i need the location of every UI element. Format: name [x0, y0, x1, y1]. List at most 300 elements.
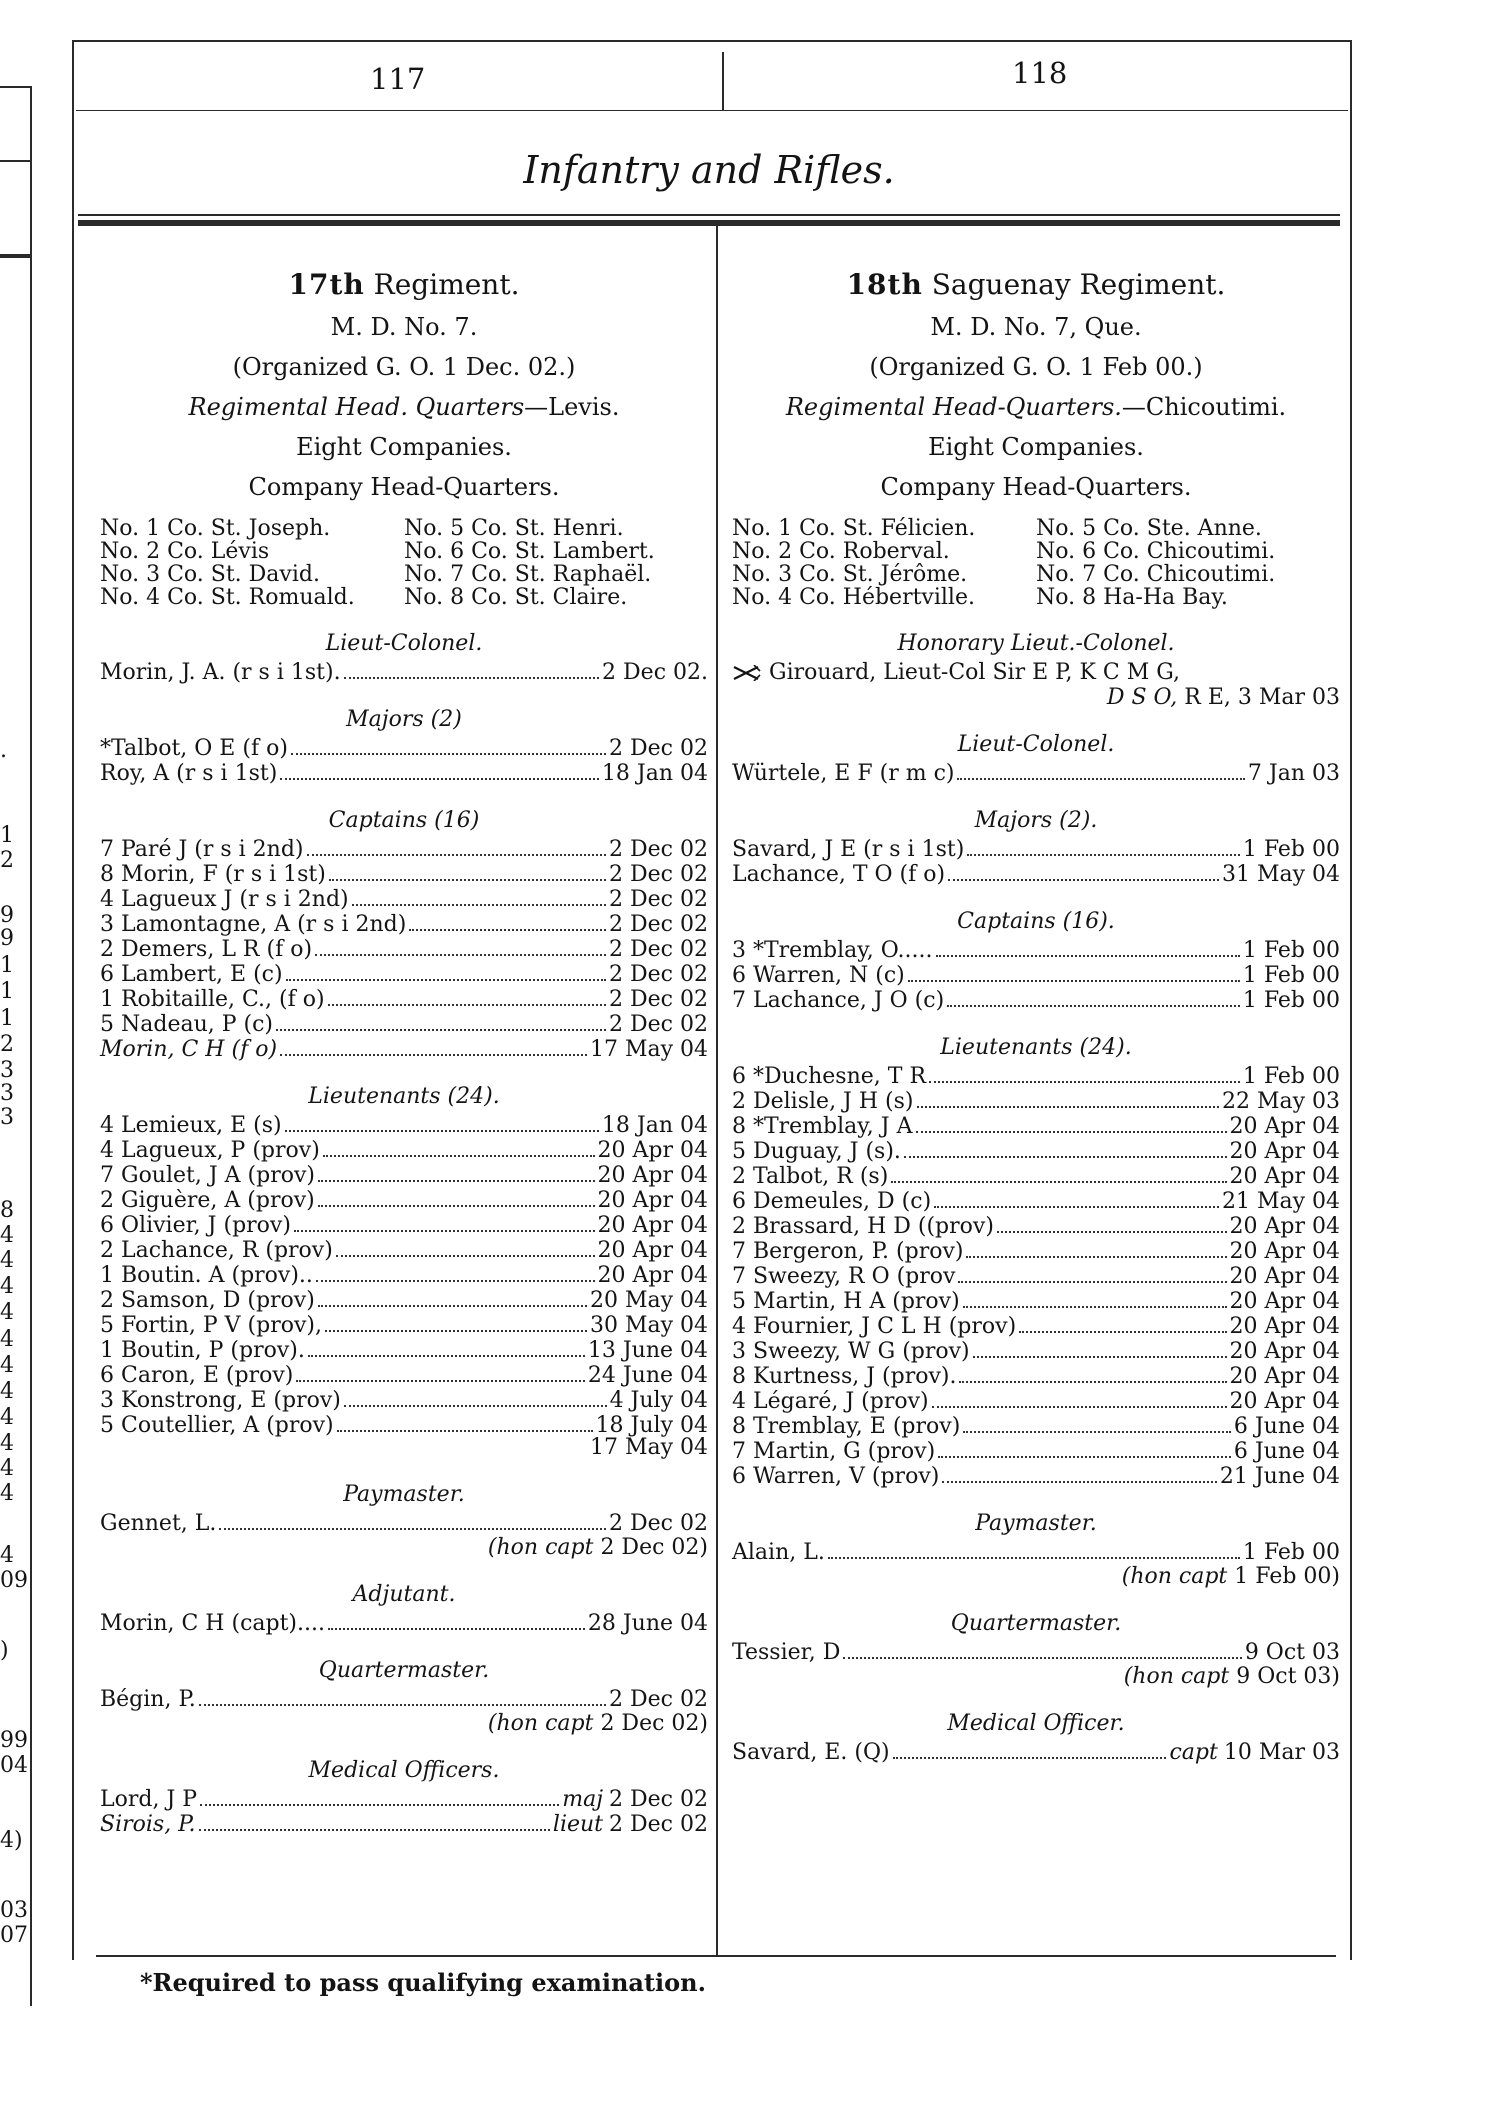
- roster-entry: [100, 1238, 708, 1263]
- dot-leader: [336, 1255, 595, 1257]
- frame-top-rule: [72, 40, 1352, 42]
- company-entry: No. 8 Ha-Ha Bay.: [1036, 585, 1228, 610]
- dot-leader: [957, 778, 1244, 780]
- quartermaster-heading: Quartermaster.: [950, 1611, 1122, 1636]
- dot-leader: [942, 1481, 1217, 1483]
- dot-leader: [344, 1405, 607, 1407]
- honorary-lieut-colonel-entry: [732, 660, 1340, 710]
- margin-fragment: 2: [0, 1032, 14, 1057]
- margin-fragment: 4: [0, 1431, 14, 1456]
- commission-date: 20 Apr 04: [1229, 1239, 1340, 1264]
- officer-name: Morin, C H (capt)....: [100, 1611, 325, 1636]
- dot-leader: [280, 778, 599, 780]
- dot-leader: [307, 854, 607, 856]
- regiment-name: Regiment.: [373, 268, 520, 301]
- roster-entry: [100, 912, 708, 937]
- medical-officer-list: [732, 1740, 1340, 1765]
- dot-leader: [199, 1704, 606, 1706]
- dot-leader: [329, 879, 606, 881]
- lieutenants-heading: Lieutenants (24).: [940, 1035, 1132, 1060]
- commission-date: 6 June 04: [1233, 1414, 1340, 1439]
- company-entry: No. 6 Co. St. Lambert.: [404, 539, 655, 564]
- margin-fragment: 4: [0, 1223, 14, 1248]
- officer-name: 6 Caron, E (prov): [100, 1363, 294, 1388]
- officer-name: 6 Demeules, D (c): [732, 1189, 932, 1214]
- commission-date: 18 July 04: [595, 1413, 708, 1438]
- roster-entry: [732, 1414, 1340, 1439]
- honorary-rank-date: 1 Feb 00): [1227, 1564, 1340, 1589]
- lieutenants-extra-date: 17 May 04: [589, 1435, 708, 1460]
- honorary-rank-date: 2 Dec 02): [593, 1711, 708, 1736]
- roster-entry: [732, 1064, 1340, 1089]
- commission-date: 20 Apr 04: [1229, 1264, 1340, 1289]
- lieut-colonel-list: [100, 660, 708, 685]
- paymaster-heading: Paymaster.: [975, 1511, 1097, 1536]
- officer-name: 3 Konstrong, E (prov): [100, 1388, 341, 1413]
- roster-entry: [100, 1163, 708, 1188]
- roster-entry: [100, 660, 708, 685]
- officer-name: 2 Delisle, J H (s): [732, 1089, 914, 1114]
- dot-leader: [967, 854, 1240, 856]
- commission-date: 2 Dec 02: [609, 912, 708, 937]
- dot-leader: [323, 1155, 595, 1157]
- margin-fragment: 4: [0, 1300, 14, 1325]
- officer-name: 5 Fortin, P V (prov),: [100, 1313, 322, 1338]
- footnote: *Required to pass qualifying examination.: [140, 1968, 706, 1997]
- commission-date: 22 May 03: [1221, 1089, 1340, 1114]
- roster-entry: [732, 963, 1340, 988]
- dot-leader: [328, 1628, 585, 1630]
- margin-fragment: 3: [0, 1105, 14, 1130]
- commission-date: 20 Apr 04: [1229, 1289, 1340, 1314]
- previous-page-rule: [0, 86, 30, 88]
- margin-fragment: 99: [0, 1728, 28, 1753]
- dot-leader: [200, 1804, 559, 1806]
- roster-entry: [732, 1464, 1340, 1489]
- roster-entry: [732, 1189, 1340, 1214]
- officer-name: 1 Boutin, P (prov).: [100, 1338, 305, 1363]
- commission-date: 13 June 04: [587, 1338, 708, 1363]
- page-number-left: 117: [370, 62, 426, 96]
- honorary-name: Girouard, Lieut-Col Sir E P, K C M G,: [769, 660, 1181, 685]
- company-list: [100, 517, 708, 609]
- title-rule-thick: [78, 220, 1340, 226]
- honorary-rank-line: [100, 1712, 708, 1736]
- dot-leader: [997, 1231, 1227, 1233]
- margin-fragment: 9: [0, 903, 14, 928]
- dot-leader: [199, 1829, 550, 1831]
- margin-fragment: 4: [0, 1405, 14, 1430]
- commission-date: 20 Apr 04: [1229, 1139, 1340, 1164]
- roster-entry: [100, 1611, 708, 1636]
- honorary-rank-date: 9 Oct 03): [1229, 1664, 1340, 1689]
- dot-leader: [938, 1456, 1231, 1458]
- roster-entry: [100, 736, 708, 761]
- quartermaster-entry: [732, 1640, 1340, 1689]
- roster-entry: [100, 1037, 708, 1062]
- roster-entry: [732, 1139, 1340, 1164]
- quartermaster-heading: Quartermaster.: [318, 1658, 490, 1683]
- officer-rank: maj: [562, 1787, 604, 1812]
- commission-date: 2 Dec 02: [609, 887, 708, 912]
- header-rule: [76, 110, 1348, 111]
- majors-list: [732, 837, 1340, 887]
- officer-name: Sirois, P.: [100, 1812, 196, 1837]
- dot-leader: [344, 677, 599, 679]
- regiment-17-column: [100, 232, 708, 1837]
- dot-leader: [917, 1106, 1219, 1108]
- dot-leader: [276, 1029, 606, 1031]
- commission-date: 2 Dec 02: [609, 1687, 708, 1712]
- commission-date: 2 Dec 02: [609, 736, 708, 761]
- commission-date: 9 Oct 03: [1244, 1640, 1340, 1665]
- margin-fragment: 4: [0, 1327, 14, 1352]
- company-hq-heading: Company Head-Quarters.: [248, 473, 560, 501]
- majors-heading: Majors (2).: [974, 808, 1098, 833]
- regiment-18-column: [732, 232, 1340, 1765]
- roster-entry: [100, 1012, 708, 1037]
- officer-name: 5 Duguay, J (s).: [732, 1139, 901, 1164]
- military-district: M. D. No. 7.: [330, 313, 478, 341]
- lieutenants-list: [732, 1064, 1340, 1489]
- dot-leader: [948, 879, 1219, 881]
- commission-date: 4 July 04: [609, 1388, 708, 1413]
- dot-leader: [316, 1280, 595, 1282]
- company-list: [732, 517, 1340, 609]
- officer-name: 7 Goulet, J A (prov): [100, 1163, 315, 1188]
- officer-name: 5 Martin, H A (prov): [732, 1289, 960, 1314]
- dot-leader: [291, 753, 606, 755]
- commission-date: 2 Dec 02: [609, 837, 708, 862]
- roster-entry: [100, 1787, 708, 1812]
- commission-date: 2 Dec 02.: [602, 660, 708, 685]
- commission-date: 1 Feb 00: [1242, 988, 1340, 1013]
- roster-entry: [732, 1439, 1340, 1464]
- dot-leader: [973, 1356, 1227, 1358]
- roster-entry: [732, 938, 1340, 963]
- dot-leader: [318, 1205, 595, 1207]
- officer-name: Tessier, D: [732, 1640, 841, 1665]
- commission-date: 18 Jan 04: [601, 761, 708, 786]
- dot-leader: [936, 955, 1240, 957]
- commission-date: 7 Jan 03: [1247, 761, 1340, 786]
- roster-entry: [100, 837, 708, 862]
- company-entry: No. 2 Co. Roberval.: [732, 539, 950, 564]
- officer-name: Morin, J. A. (r s i 1st).: [100, 660, 341, 685]
- dot-leader: [325, 1330, 587, 1332]
- officer-name: 3 Lamontagne, A (r s i 2nd): [100, 912, 407, 937]
- officer-name: 2 Brassard, H D ((prov): [732, 1214, 994, 1239]
- commission-date: 24 June 04: [587, 1363, 708, 1388]
- officer-name: 6 *Duchesne, T R: [732, 1064, 927, 1089]
- dot-leader: [286, 979, 606, 981]
- roster-entry: [732, 837, 1340, 862]
- commission-date: 20 Apr 04: [1229, 1339, 1340, 1364]
- roster-entry: [732, 1364, 1340, 1389]
- captains-list: [732, 938, 1340, 1013]
- dot-leader: [963, 1306, 1227, 1308]
- commission-date: 20 Apr 04: [1229, 1389, 1340, 1414]
- commission-date: 20 Apr 04: [597, 1263, 708, 1288]
- captains-list: [100, 837, 708, 1062]
- officer-name: 7 Sweezy, R O (prov: [732, 1264, 956, 1289]
- commission-date: 20 May 04: [589, 1288, 708, 1313]
- company-entry: No. 1 Co. St. Félicien.: [732, 516, 976, 541]
- roster-entry: [100, 761, 708, 786]
- organized-line: (Organized G. O. 1 Dec. 02.): [232, 353, 576, 381]
- company-entry: No. 5 Co. Ste. Anne.: [1036, 516, 1262, 541]
- commission-date: 2 Dec 02: [609, 962, 708, 987]
- officer-name: Morin, C H (f o): [100, 1037, 278, 1062]
- commission-date: 10 Mar 03: [1223, 1740, 1340, 1765]
- dot-leader: [929, 1081, 1240, 1083]
- roster-entry: [100, 1263, 708, 1288]
- roster-entry: [100, 987, 708, 1012]
- officer-name: 4 Légaré, J (prov): [732, 1389, 929, 1414]
- commission-date: 1 Feb 00: [1242, 938, 1340, 963]
- dot-leader: [318, 1180, 595, 1182]
- honorary-rank-line: [732, 1565, 1340, 1589]
- roster-entry: [732, 1740, 1340, 1765]
- officer-name: Savard, J E (r s i 1st): [732, 837, 965, 862]
- officer-name: Lord, J P: [100, 1787, 198, 1812]
- company-entry: No. 5 Co. St. Henri.: [404, 516, 624, 541]
- companies-count: Eight Companies.: [296, 433, 512, 461]
- adjutant-heading: Adjutant.: [352, 1582, 456, 1607]
- roster-entry: [732, 1239, 1340, 1264]
- officer-name: *Talbot, O E (f o): [100, 736, 288, 761]
- officer-name: 8 Tremblay, E (prov): [732, 1414, 961, 1439]
- commission-date: 17 May 04: [589, 1037, 708, 1062]
- roster-entry: [100, 1313, 708, 1338]
- title-rule-thin: [78, 214, 1340, 216]
- roster-entry: [732, 1314, 1340, 1339]
- military-district: M. D. No. 7, Que.: [930, 313, 1142, 341]
- officer-name: 1 Boutin. A (prov)..: [100, 1263, 313, 1288]
- commission-date: 20 Apr 04: [597, 1163, 708, 1188]
- officer-name: Lachance, T O (f o): [732, 862, 946, 887]
- previous-page-edge: [30, 86, 32, 2006]
- margin-fragment: ): [0, 1638, 9, 1663]
- roster-entry: [732, 1540, 1340, 1565]
- dot-leader: [296, 1380, 584, 1382]
- medical-officer-heading: Medical Officer.: [947, 1711, 1125, 1736]
- dot-leader: [328, 1004, 606, 1006]
- dot-leader: [337, 1430, 593, 1432]
- officer-name: Roy, A (r s i 1st): [100, 761, 278, 786]
- honorary-lieut-colonel-heading: Honorary Lieut.-Colonel.: [897, 631, 1175, 656]
- officer-name: 8 Kurtness, J (prov).: [732, 1364, 957, 1389]
- officer-name: Alain, L.: [732, 1540, 825, 1565]
- officer-name: 3 *Tremblay, O.....: [732, 938, 933, 963]
- adjutant-entry: [100, 1611, 708, 1636]
- roster-entry: [100, 1687, 708, 1712]
- paymaster-entry: [732, 1540, 1340, 1589]
- margin-fragment: .: [0, 738, 7, 763]
- officer-name: 7 Lachance, J O (c): [732, 988, 945, 1013]
- dot-leader: [294, 1230, 595, 1232]
- dot-leader: [318, 1305, 587, 1307]
- officer-name: 3 Sweezy, W G (prov): [732, 1339, 970, 1364]
- roster-entry: [732, 988, 1340, 1013]
- commission-date: 20 Apr 04: [1229, 1114, 1340, 1139]
- roster-entry: [100, 862, 708, 887]
- regimental-hq: [100, 393, 708, 421]
- dot-leader: [916, 1131, 1227, 1133]
- paymaster-entry: [100, 1511, 708, 1560]
- commission-date: 20 Apr 04: [597, 1188, 708, 1213]
- company-hq-heading: Company Head-Quarters.: [880, 473, 1192, 501]
- company-entry: No. 6 Co. Chicoutimi.: [1036, 539, 1276, 564]
- margin-fragment: 4: [0, 1379, 14, 1404]
- officer-name: 4 Fournier, J C L H (prov): [732, 1314, 1017, 1339]
- dot-leader: [908, 980, 1240, 982]
- roster-entry: [732, 1214, 1340, 1239]
- officer-name: 8 *Tremblay, J A: [732, 1114, 913, 1139]
- officer-name: 2 Samson, D (prov): [100, 1288, 315, 1313]
- commission-date: 21 June 04: [1219, 1464, 1340, 1489]
- commission-date: 2 Dec 02: [609, 937, 708, 962]
- dot-leader: [409, 929, 606, 931]
- commission-date: 21 May 04: [1221, 1189, 1340, 1214]
- roster-entry: [100, 937, 708, 962]
- officer-name: 5 Coutellier, A (prov): [100, 1413, 334, 1438]
- previous-page-rule: [0, 254, 30, 258]
- dot-leader: [966, 1256, 1226, 1258]
- majors-heading: Majors (2): [346, 707, 462, 732]
- margin-fragment: 4: [0, 1274, 14, 1299]
- margin-fragment: 4: [0, 1248, 14, 1273]
- commission-date: 2 Dec 02: [609, 1511, 708, 1536]
- quartermaster-entry: [100, 1687, 708, 1736]
- dot-leader: [280, 1054, 587, 1056]
- dot-leader: [963, 1431, 1231, 1433]
- lieut-colonel-list: [732, 761, 1340, 786]
- commission-date: 1 Feb 00: [1242, 1064, 1340, 1089]
- hq-value: —Chicoutimi.: [1121, 393, 1287, 421]
- dot-leader: [308, 1355, 585, 1357]
- commission-date: 20 Apr 04: [1229, 1214, 1340, 1239]
- margin-fragment: 8: [0, 1198, 14, 1223]
- commission-date: 1 Feb 00: [1242, 837, 1340, 862]
- commission-date: 31 May 04: [1221, 862, 1340, 887]
- captains-heading: Captains (16): [328, 808, 480, 833]
- margin-fragment: 4: [0, 1481, 14, 1506]
- officer-name: 5 Nadeau, P (c): [100, 1012, 274, 1037]
- margin-fragment: 4: [0, 1543, 14, 1568]
- commission-date: 20 Apr 04: [597, 1138, 708, 1163]
- roster-entry: [100, 1213, 708, 1238]
- dot-leader: [958, 1281, 1226, 1283]
- officer-name: Savard, E. (Q): [732, 1740, 890, 1765]
- commission-date: 2 Dec 02: [609, 1812, 708, 1837]
- commission-date: 2 Dec 02: [609, 987, 708, 1012]
- column-divider: [716, 226, 718, 1956]
- margin-fragment: 4: [0, 1353, 14, 1378]
- dot-leader: [219, 1528, 606, 1530]
- dot-leader: [352, 904, 606, 906]
- roster-entry: [732, 862, 1340, 887]
- regiment-title: [100, 268, 708, 301]
- margin-fragment: 1: [0, 1006, 14, 1031]
- dot-leader: [828, 1557, 1240, 1559]
- commission-date: 20 Apr 04: [597, 1213, 708, 1238]
- margin-fragment: 1: [0, 823, 14, 848]
- officer-name: 7 Paré J (r s i 2nd): [100, 837, 304, 862]
- officer-name: 6 Olivier, J (prov): [100, 1213, 291, 1238]
- officer-name: 6 Warren, N (c): [732, 963, 905, 988]
- officer-name: Bégin, P.: [100, 1687, 196, 1712]
- commission-date: 2 Dec 02: [609, 1012, 708, 1037]
- margin-fragment: 1: [0, 979, 14, 1004]
- frame-right-rule: [1350, 40, 1352, 1960]
- regiment-title: [732, 268, 1340, 301]
- officer-name: 2 Giguère, A (prov): [100, 1188, 315, 1213]
- majors-list: [100, 736, 708, 786]
- commission-date: 20 Apr 04: [1229, 1364, 1340, 1389]
- officer-name: 7 Martin, G (prov): [732, 1439, 936, 1464]
- dot-leader: [891, 1181, 1226, 1183]
- commission-date: 1 Feb 00: [1242, 1540, 1340, 1565]
- roster-entry: [100, 1363, 708, 1388]
- crossed-swords-icon: [732, 660, 769, 685]
- roster-entry: [732, 1389, 1340, 1414]
- officer-name: 2 Lachance, R (prov): [100, 1238, 333, 1263]
- honorary-rank-label: (hon capt: [487, 1711, 594, 1736]
- officer-name: 7 Bergeron, P. (prov): [732, 1239, 964, 1264]
- officer-rank: capt: [1169, 1740, 1218, 1765]
- officer-name: Gennet, L.: [100, 1511, 217, 1536]
- roster-entry: [732, 1640, 1340, 1665]
- margin-fragment: 07: [0, 1923, 28, 1948]
- bottom-rule: [96, 1955, 1336, 1957]
- commission-date: 20 Apr 04: [1229, 1164, 1340, 1189]
- margin-fragment: 9: [0, 926, 14, 951]
- regimental-hq: [732, 393, 1340, 421]
- officer-name: Würtele, E F (r m c): [732, 761, 955, 786]
- dot-leader: [843, 1657, 1241, 1659]
- commission-date: 6 June 04: [1233, 1439, 1340, 1464]
- medical-officers-list: [100, 1787, 708, 1837]
- margin-fragment: 1: [0, 953, 14, 978]
- company-entry: No. 2 Co. Lévis: [100, 539, 270, 564]
- officer-name: 4 Lemieux, E (s): [100, 1113, 282, 1138]
- dot-leader: [932, 1406, 1227, 1408]
- honorary-rank-label: (hon capt: [1121, 1564, 1228, 1589]
- margin-fragment: 4): [0, 1828, 23, 1853]
- honorary-rank-label: (hon capt: [487, 1535, 594, 1560]
- roster-entry: [732, 1264, 1340, 1289]
- company-entry: No. 8 Co. St. Claire.: [404, 585, 628, 610]
- medical-officers-heading: Medical Officers.: [308, 1758, 500, 1783]
- regiment-name: Saguenay Regiment.: [931, 268, 1226, 301]
- company-entry: No. 7 Co. Chicoutimi.: [1036, 562, 1276, 587]
- dot-leader: [959, 1381, 1226, 1383]
- companies-count: Eight Companies.: [928, 433, 1144, 461]
- roster-entry: [100, 1138, 708, 1163]
- company-entry: No. 4 Co. St. Romuald.: [100, 585, 355, 610]
- honorary-rank-line: [732, 1665, 1340, 1689]
- margin-fragment: 3: [0, 1081, 14, 1106]
- hq-value: —Levis.: [524, 393, 620, 421]
- page-number-right: 118: [1012, 56, 1068, 90]
- roster-entry: [732, 1114, 1340, 1139]
- lieutenants-list: [100, 1113, 708, 1438]
- company-entry: No. 4 Co. Hébertville.: [732, 585, 975, 610]
- roster-entry: [100, 962, 708, 987]
- margin-fragment: 2: [0, 848, 14, 873]
- roster-entry: [732, 1289, 1340, 1314]
